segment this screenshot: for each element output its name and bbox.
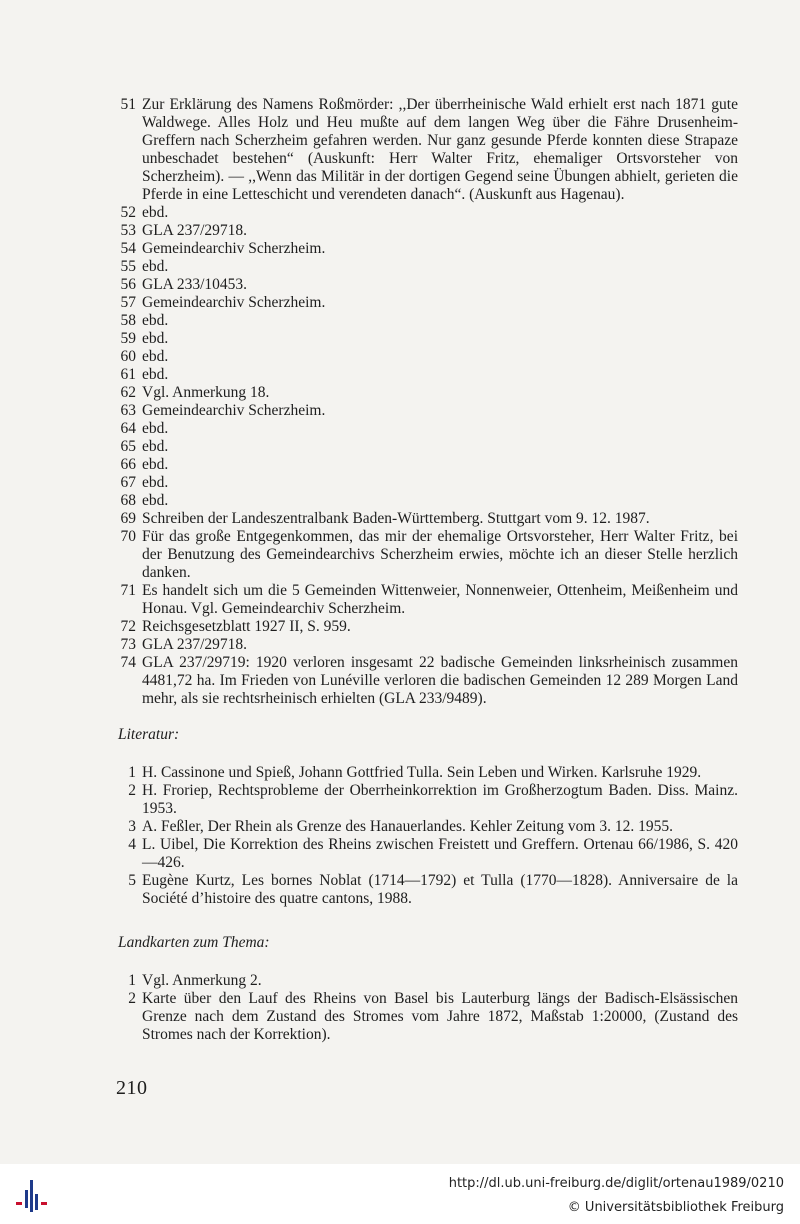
footnote-text: GLA 237/29718. (142, 636, 248, 653)
footnote (114, 204, 738, 222)
footnote-number: 61 (120, 366, 136, 383)
literature-heading: Literatur: (118, 726, 180, 743)
literature-number: 1 (128, 764, 136, 781)
footnote-text: ebd. (142, 438, 169, 455)
footnote (114, 330, 738, 348)
ub-freiburg-logo-icon[interactable] (14, 1178, 48, 1214)
footnote-text: ebd. (142, 348, 169, 365)
footnote-text: GLA 237/29719: 1920 verloren insgesamt 22 badische Gemeinden linksrheinisch zusammen 4481,72 ha. Im Frieden von Lunéville verloren die badischen Gemeinden 12 289 Morgen Land mehr, als sie rechtsrheinisch erhielten (GLA 233/9489). (142, 654, 738, 707)
footnote-text: ebd. (142, 420, 169, 437)
document-url-link[interactable]: http://dl.ub.uni-freiburg.de/diglit/ortenau1989/0210 (448, 1176, 784, 1191)
map-number: 2 (128, 990, 136, 1007)
footnote-number: 60 (120, 348, 136, 365)
literature-text: H. Froriep, Rechtsprobleme der Oberrheinkorrektion im Großherzogtum Baden. Diss. Mainz. 1953. (142, 782, 738, 817)
footnote-text: ebd. (142, 474, 169, 491)
footnote-number: 54 (120, 240, 136, 257)
footnote (114, 654, 738, 708)
footnote-number: 67 (120, 474, 136, 491)
footnote-number: 72 (120, 618, 136, 635)
footnote-text: Schreiben der Landeszentralbank Baden-Württemberg. Stuttgart vom 9. 12. 1987. (142, 510, 650, 527)
footnote (114, 456, 738, 474)
footnote (114, 294, 738, 312)
viewer-footer (0, 1164, 800, 1224)
literature-text: A. Feßler, Der Rhein als Grenze des Hanauerlandes. Kehler Zeitung vom 3. 12. 1955. (142, 818, 673, 835)
footnote (114, 222, 738, 240)
map-item (114, 990, 738, 1044)
footnote-text: Es handelt sich um die 5 Gemeinden Wittenweier, Nonnenweier, Ottenheim, Meißenheim und Honau. Vgl. Gemeindearchiv Scherzheim. (142, 582, 738, 617)
literature-item (114, 818, 738, 836)
footnote (114, 240, 738, 258)
footnote-text: Reichsgesetzblatt 1927 II, S. 959. (142, 618, 351, 635)
literature-text: Eugène Kurtz, Les bornes Noblat (1714—1792) et Tulla (1770—1828). Anniversaire de la Société d’histoire des quatre cantons, 1988. (142, 872, 738, 907)
footnote-number: 53 (120, 222, 136, 239)
footnote (114, 528, 738, 582)
literature-text: H. Cassinone und Spieß, Johann Gottfried Tulla. Sein Leben und Wirken. Karlsruhe 1929. (142, 764, 702, 781)
map-text: Karte über den Lauf des Rheins von Basel bis Lauterburg längs der Badisch-Elsässischen Grenze nach dem Zustand des Stromes vom Jahre 1872, Maßstab 1:20000, (Zustand des Stromes nach der Korrektion). (142, 990, 738, 1043)
footnote-number: 65 (120, 438, 136, 455)
footnote (114, 618, 738, 636)
map-number: 1 (128, 972, 136, 989)
footnote-text: Gemeindearchiv Scherzheim. (142, 240, 326, 257)
literature-text: L. Uibel, Die Korrektion des Rheins zwischen Freistett und Greffern. Ortenau 66/1986, S. 420—426. (142, 836, 738, 871)
map-item (114, 972, 738, 990)
footnote (114, 366, 738, 384)
maps-heading: Landkarten zum Thema: (118, 934, 270, 951)
footnote-text: Zur Erklärung des Namens Roßmörder: ,,Der überrheinische Wald erhielt erst nach 1871 gute Waldwege. Alles Holz und Heu mußte auf dem langen Weg über die Fähre Drusenheim-Greffern nach Scherzheim gefahren werden. Nur ganz gesunde Pferde konnten diese Strapaze unbeschadet bestehen“ (Auskunft: Herr Walter Fritz, ehemaliger Ortsvorsteher von Scherzheim). — ,,Wenn das Militär in der dortigen Gegend seine Übungen abhielt, gerieten die Pferde in eine Letteschicht und verendeten danach“. (Auskunft aus Hagenau). (142, 96, 738, 203)
footnote-number: 62 (120, 384, 136, 401)
footnote-number: 73 (120, 636, 136, 653)
footnote-text: Vgl. Anmerkung 18. (142, 384, 270, 401)
footnote-number: 52 (120, 204, 136, 221)
footnote (114, 258, 738, 276)
maps-list (114, 972, 738, 1044)
literature-item (114, 872, 738, 908)
footnote (114, 348, 738, 366)
footnote-text: GLA 237/29718. (142, 222, 248, 239)
page-content (114, 96, 738, 1044)
footnote-text: ebd. (142, 366, 169, 383)
footnote-text: GLA 233/10453. (142, 276, 248, 293)
literature-number: 5 (128, 872, 136, 889)
footnote-number: 59 (120, 330, 136, 347)
footnote-number: 68 (120, 492, 136, 509)
literature-number: 2 (128, 782, 136, 799)
literature-list (114, 764, 738, 908)
footnote-number: 55 (120, 258, 136, 275)
footnote (114, 636, 738, 654)
footnote (114, 492, 738, 510)
footnote-number: 51 (120, 96, 136, 113)
footnote (114, 96, 738, 204)
footnote (114, 582, 738, 618)
footnotes-list (114, 96, 738, 708)
footnote-text: ebd. (142, 258, 169, 275)
footnote (114, 420, 738, 438)
footnote (114, 474, 738, 492)
map-text: Vgl. Anmerkung 2. (142, 972, 262, 989)
footnote-number: 69 (120, 510, 136, 527)
footnote-text: ebd. (142, 204, 169, 221)
footnote-number: 56 (120, 276, 136, 293)
footnote-number: 63 (120, 402, 136, 419)
footnote-text: ebd. (142, 312, 169, 329)
footnote-number: 70 (120, 528, 136, 545)
page-number: 210 (116, 1077, 148, 1099)
footnote-number: 58 (120, 312, 136, 329)
footnote (114, 438, 738, 456)
footnote (114, 510, 738, 528)
footnote-number: 57 (120, 294, 136, 311)
footnote-text: Gemeindearchiv Scherzheim. (142, 294, 326, 311)
footnote (114, 276, 738, 294)
literature-item (114, 782, 738, 818)
footnote (114, 312, 738, 330)
literature-number: 3 (128, 818, 136, 835)
footnote-text: ebd. (142, 330, 169, 347)
literature-item (114, 764, 738, 782)
copyright-text: © Universitätsbibliothek Freiburg (567, 1200, 784, 1215)
footnote-number: 74 (120, 654, 136, 671)
footnote-text: Gemeindearchiv Scherzheim. (142, 402, 326, 419)
footnote-number: 64 (120, 420, 136, 437)
footnote-number: 71 (120, 582, 136, 599)
footnote (114, 384, 738, 402)
literature-number: 4 (128, 836, 136, 853)
footnote-text: ebd. (142, 456, 169, 473)
footnote-number: 66 (120, 456, 136, 473)
footnote-text: Für das große Entgegenkommen, das mir der ehemalige Ortsvorsteher, Herr Walter Fritz, bei der Benutzung des Gemeindearchivs Scherzheim erwies, möchte ich an dieser Stelle herzlich danken. (142, 528, 738, 581)
footnote (114, 402, 738, 420)
literature-item (114, 836, 738, 872)
footnote-text: ebd. (142, 492, 169, 509)
